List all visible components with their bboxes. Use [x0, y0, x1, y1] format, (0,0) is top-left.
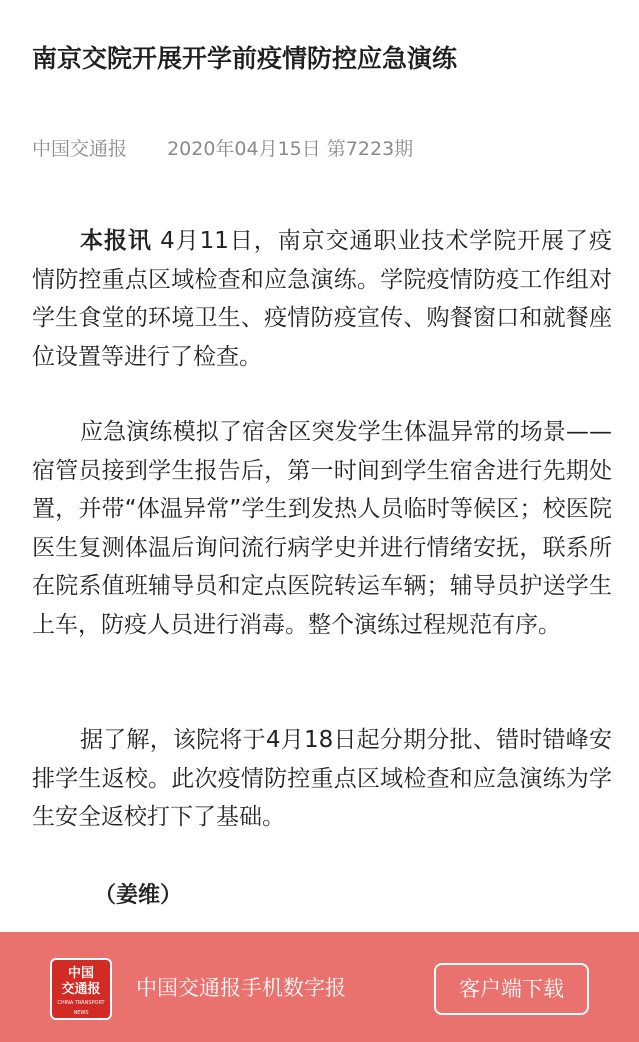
logo-line-3: CHINA TRANSPORT NEWS	[57, 1000, 105, 1016]
article-date-issue: 2020年04月15日 第7223期	[167, 138, 414, 160]
logo-line-2: 交通报	[61, 982, 101, 997]
article-paragraph-3	[32, 721, 612, 837]
banner-text: 中国交通报手机数字报	[136, 976, 346, 1000]
paragraph-text: 4月11日，南京交通职业技术学院开展了疫情防控重点区域检查和应急演练。学院疫情防疫工作组对学生食堂的环境卫生、疫情防疫宣传、购餐窗口和就餐座位设置等进行了检查。	[32, 228, 613, 370]
paragraph-lead: 本报讯	[80, 228, 152, 254]
article-paragraph-2	[32, 413, 612, 644]
logo-line-1: 中国	[67, 966, 94, 981]
client-download-button[interactable]: 客户端下载	[434, 963, 589, 1015]
article-title: 南京交院开展开学前疫情防控应急演练	[32, 44, 458, 73]
article-paragraph-1	[32, 222, 612, 376]
paragraph-text: 应急演练模拟了宿舍区突发学生体温异常的场景——宿管员接到学生报告后，第一时间到学生宿舍进行先期处置，并带“体温异常”学生到发热人员临时等候区；校医院医生复测体温后询问流行病学史并进行情绪安抚，联系所在院系值班辅导员和定点医院转运车辆；辅导员护送学生上车，防疫人员进行消毒。整个演练过程规范有序。	[32, 419, 612, 638]
article-meta	[32, 133, 413, 165]
article-source: 中国交通报	[32, 138, 128, 160]
newspaper-logo-icon	[50, 958, 112, 1020]
app-download-banner[interactable]	[0, 932, 639, 1042]
paragraph-text: 据了解，该院将于4月18日起分期分批、错时错峰安排学生返校。此次疫情防控重点区域检查和应急演练为学生安全返校打下了基础。	[32, 727, 612, 830]
article-author: （姜维）	[94, 883, 183, 908]
